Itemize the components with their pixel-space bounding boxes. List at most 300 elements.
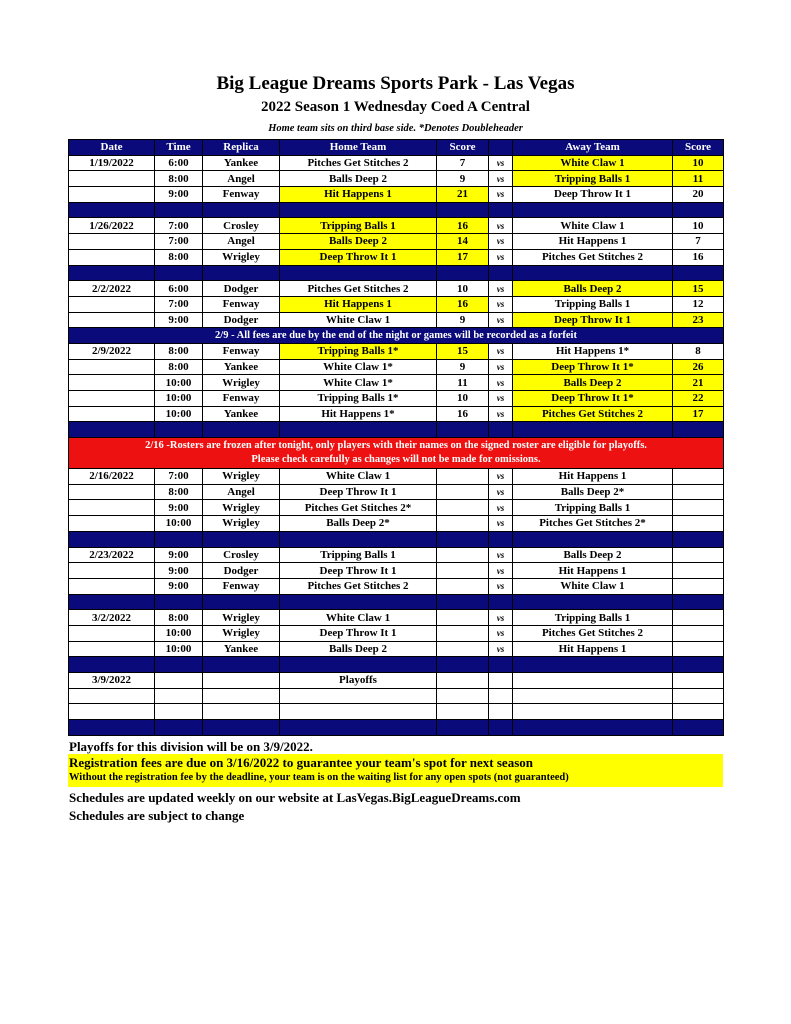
separator-cell <box>155 594 203 610</box>
separator-row <box>69 265 724 281</box>
separator-cell <box>203 422 280 438</box>
notice-text: 2/9 - All fees are due by the end of the night or games will be recorded as a forfeit <box>69 328 724 344</box>
date-cell: 1/19/2022 <box>69 155 155 171</box>
away-score-cell: 8 <box>673 343 724 359</box>
col-header-home-team: Home Team <box>280 140 437 156</box>
subject-to-change-note: Schedules are subject to change <box>69 808 245 823</box>
home-team-cell: Tripping Balls 1 <box>280 218 437 234</box>
date-cell <box>69 563 155 579</box>
vs-cell: vs <box>489 218 513 234</box>
game-row <box>69 484 724 500</box>
separator-cell <box>69 422 155 438</box>
away-team-cell <box>513 673 673 689</box>
game-row <box>69 688 724 704</box>
vs-cell: vs <box>489 375 513 391</box>
away-team-cell: Balls Deep 2 <box>513 547 673 563</box>
game-row <box>69 625 724 641</box>
field-cell: Yankee <box>203 155 280 171</box>
time-cell: 6:00 <box>155 155 203 171</box>
separator-cell <box>673 422 724 438</box>
home-team-cell: White Claw 1* <box>280 375 437 391</box>
date-cell <box>69 578 155 594</box>
home-team-cell: White Claw 1 <box>280 610 437 626</box>
away-team-cell: Hit Happens 1 <box>513 563 673 579</box>
vs-cell: vs <box>489 625 513 641</box>
game-row <box>69 469 724 485</box>
home-score-cell: 16 <box>437 406 489 422</box>
away-score-cell: 11 <box>673 171 724 187</box>
home-score-cell <box>437 704 489 720</box>
separator-cell <box>69 720 155 736</box>
vs-cell: vs <box>489 547 513 563</box>
separator-cell <box>513 202 673 218</box>
game-row <box>69 704 724 720</box>
game-row <box>69 406 724 422</box>
field-cell: Fenway <box>203 343 280 359</box>
home-team-cell <box>280 704 437 720</box>
home-score-cell: 7 <box>437 155 489 171</box>
table-header-row <box>69 140 724 156</box>
vs-cell: vs <box>489 610 513 626</box>
col-header-time: Time <box>155 140 203 156</box>
separator-row <box>69 422 724 438</box>
home-team-cell: Balls Deep 2 <box>280 641 437 657</box>
separator-cell <box>69 531 155 547</box>
vs-cell: vs <box>489 187 513 203</box>
time-cell <box>155 688 203 704</box>
away-team-cell: Pitches Get Stitches 2 <box>513 406 673 422</box>
away-score-cell <box>673 578 724 594</box>
separator-cell <box>489 265 513 281</box>
roster-alert-row <box>69 438 724 469</box>
time-cell: 7:00 <box>155 218 203 234</box>
date-cell: 2/9/2022 <box>69 343 155 359</box>
separator-cell <box>280 720 437 736</box>
home-team-cell: Balls Deep 2* <box>280 516 437 532</box>
vs-cell: vs <box>489 469 513 485</box>
date-cell <box>69 312 155 328</box>
away-score-cell: 10 <box>673 155 724 171</box>
away-score-cell <box>673 516 724 532</box>
game-row <box>69 610 724 626</box>
date-cell <box>69 406 155 422</box>
field-cell: Angel <box>203 171 280 187</box>
date-cell <box>69 500 155 516</box>
home-team-cell: White Claw 1* <box>280 359 437 375</box>
game-row <box>69 641 724 657</box>
field-cell: Yankee <box>203 406 280 422</box>
away-score-cell <box>673 547 724 563</box>
game-row <box>69 171 724 187</box>
separator-cell <box>155 657 203 673</box>
away-score-cell <box>673 641 724 657</box>
col-header-away-score: Score <box>673 140 724 156</box>
date-cell <box>69 484 155 500</box>
vs-cell: vs <box>489 359 513 375</box>
vs-cell <box>489 673 513 689</box>
time-cell: 7:00 <box>155 234 203 250</box>
time-cell: 9:00 <box>155 500 203 516</box>
vs-cell: vs <box>489 500 513 516</box>
game-row <box>69 155 724 171</box>
away-team-cell: Balls Deep 2 <box>513 375 673 391</box>
separator-cell <box>203 531 280 547</box>
game-row <box>69 578 724 594</box>
away-score-cell: 10 <box>673 218 724 234</box>
separator-row <box>69 720 724 736</box>
time-cell: 8:00 <box>155 610 203 626</box>
separator-cell <box>437 265 489 281</box>
date-cell <box>69 296 155 312</box>
date-cell: 2/2/2022 <box>69 281 155 297</box>
game-row <box>69 516 724 532</box>
time-cell: 7:00 <box>155 469 203 485</box>
separator-cell <box>489 594 513 610</box>
col-header-date: Date <box>69 140 155 156</box>
page-title: Big League Dreams Sports Park - Las Vegas <box>216 73 575 94</box>
separator-cell <box>513 720 673 736</box>
separator-cell <box>280 594 437 610</box>
separator-cell <box>203 657 280 673</box>
vs-cell: vs <box>489 343 513 359</box>
vs-cell: vs <box>489 578 513 594</box>
field-cell: Fenway <box>203 187 280 203</box>
date-cell <box>69 391 155 407</box>
separator-cell <box>69 657 155 673</box>
vs-cell: vs <box>489 516 513 532</box>
separator-row <box>69 657 724 673</box>
away-team-cell: Deep Throw It 1 <box>513 187 673 203</box>
separator-cell <box>513 265 673 281</box>
away-team-cell: Tripping Balls 1 <box>513 500 673 516</box>
separator-cell <box>69 594 155 610</box>
home-score-cell: 16 <box>437 218 489 234</box>
game-row <box>69 359 724 375</box>
vs-cell: vs <box>489 171 513 187</box>
away-score-cell <box>673 704 724 720</box>
time-cell: 10:00 <box>155 375 203 391</box>
game-row <box>69 218 724 234</box>
home-team-cell: Hit Happens 1 <box>280 296 437 312</box>
time-cell: 9:00 <box>155 547 203 563</box>
separator-cell <box>437 202 489 218</box>
time-cell: 10:00 <box>155 516 203 532</box>
home-score-cell: 16 <box>437 296 489 312</box>
game-row <box>69 187 724 203</box>
vs-cell: vs <box>489 281 513 297</box>
away-team-cell: Pitches Get Stitches 2 <box>513 625 673 641</box>
field-cell: Yankee <box>203 641 280 657</box>
home-team-cell: Deep Throw It 1 <box>280 625 437 641</box>
separator-cell <box>513 594 673 610</box>
separator-cell <box>280 265 437 281</box>
date-cell: 2/16/2022 <box>69 469 155 485</box>
field-cell: Fenway <box>203 391 280 407</box>
time-cell: 8:00 <box>155 171 203 187</box>
away-score-cell: 7 <box>673 234 724 250</box>
away-team-cell: Balls Deep 2 <box>513 281 673 297</box>
away-score-cell: 22 <box>673 391 724 407</box>
home-score-cell: 21 <box>437 187 489 203</box>
game-row <box>69 281 724 297</box>
time-cell: 8:00 <box>155 343 203 359</box>
away-team-cell: Hit Happens 1 <box>513 641 673 657</box>
separator-row <box>69 531 724 547</box>
home-team-cell: Pitches Get Stitches 2* <box>280 500 437 516</box>
away-team-cell: Tripping Balls 1 <box>513 610 673 626</box>
away-score-cell <box>673 469 724 485</box>
home-team-cell: Tripping Balls 1* <box>280 343 437 359</box>
separator-cell <box>673 202 724 218</box>
date-cell: 3/2/2022 <box>69 610 155 626</box>
separator-cell <box>489 657 513 673</box>
field-cell: Wrigley <box>203 610 280 626</box>
field-cell: Wrigley <box>203 249 280 265</box>
home-team-cell: Balls Deep 2 <box>280 234 437 250</box>
field-cell <box>203 673 280 689</box>
away-score-cell <box>673 688 724 704</box>
away-score-cell: 21 <box>673 375 724 391</box>
away-team-cell: Balls Deep 2* <box>513 484 673 500</box>
home-team-cell: White Claw 1 <box>280 469 437 485</box>
time-cell <box>155 673 203 689</box>
field-cell: Crosley <box>203 547 280 563</box>
time-cell: 10:00 <box>155 641 203 657</box>
away-team-cell: Pitches Get Stitches 2 <box>513 249 673 265</box>
separator-row <box>69 202 724 218</box>
separator-cell <box>155 720 203 736</box>
date-cell <box>69 359 155 375</box>
field-cell: Dodger <box>203 312 280 328</box>
vs-cell: vs <box>489 296 513 312</box>
home-score-cell <box>437 469 489 485</box>
away-team-cell: Deep Throw It 1 <box>513 312 673 328</box>
schedule-body <box>69 155 724 735</box>
vs-cell <box>489 688 513 704</box>
time-cell: 9:00 <box>155 578 203 594</box>
vs-cell: vs <box>489 484 513 500</box>
time-cell: 8:00 <box>155 484 203 500</box>
home-score-cell: 9 <box>437 171 489 187</box>
away-team-cell: Pitches Get Stitches 2* <box>513 516 673 532</box>
separator-cell <box>203 265 280 281</box>
separator-cell <box>155 202 203 218</box>
separator-cell <box>203 202 280 218</box>
separator-cell <box>280 657 437 673</box>
date-cell <box>69 625 155 641</box>
separator-cell <box>489 531 513 547</box>
away-score-cell: 12 <box>673 296 724 312</box>
away-score-cell <box>673 625 724 641</box>
col-header-replica: Replica <box>203 140 280 156</box>
away-score-cell: 20 <box>673 187 724 203</box>
vs-cell: vs <box>489 641 513 657</box>
away-score-cell: 17 <box>673 406 724 422</box>
away-team-cell: White Claw 1 <box>513 218 673 234</box>
time-cell: 10:00 <box>155 391 203 407</box>
separator-cell <box>155 422 203 438</box>
time-cell: 9:00 <box>155 312 203 328</box>
away-team-cell <box>513 704 673 720</box>
date-cell: 1/26/2022 <box>69 218 155 234</box>
separator-cell <box>673 265 724 281</box>
field-cell <box>203 704 280 720</box>
date-cell <box>69 234 155 250</box>
away-score-cell <box>673 484 724 500</box>
home-team-cell: White Claw 1 <box>280 312 437 328</box>
separator-cell <box>437 657 489 673</box>
website-note: Schedules are updated weekly on our website at LasVegas.BigLeagueDreams.com <box>69 790 521 805</box>
home-team-cell: Tripping Balls 1 <box>280 547 437 563</box>
separator-cell <box>280 202 437 218</box>
separator-cell <box>437 531 489 547</box>
away-score-cell: 23 <box>673 312 724 328</box>
date-cell <box>69 375 155 391</box>
away-score-cell: 26 <box>673 359 724 375</box>
separator-cell <box>437 720 489 736</box>
separator-cell <box>69 202 155 218</box>
time-cell: 10:00 <box>155 625 203 641</box>
home-score-cell: 9 <box>437 312 489 328</box>
field-cell <box>203 688 280 704</box>
game-row <box>69 249 724 265</box>
date-cell <box>69 704 155 720</box>
home-score-cell <box>437 500 489 516</box>
game-row <box>69 500 724 516</box>
away-team-cell: Tripping Balls 1 <box>513 296 673 312</box>
game-row <box>69 673 724 689</box>
vs-cell: vs <box>489 406 513 422</box>
home-team-cell: Deep Throw It 1 <box>280 249 437 265</box>
home-score-cell <box>437 563 489 579</box>
separator-cell <box>673 657 724 673</box>
page-subtitle: 2022 Season 1 Wednesday Coed A Central <box>261 99 530 115</box>
home-team-cell: Hit Happens 1* <box>280 406 437 422</box>
home-score-cell <box>437 610 489 626</box>
home-score-cell: 15 <box>437 343 489 359</box>
away-team-cell: Deep Throw It 1* <box>513 391 673 407</box>
separator-cell <box>69 265 155 281</box>
away-score-cell: 15 <box>673 281 724 297</box>
schedule-note: Home team sits on third base side. *Denotes Doubleheader <box>268 123 523 134</box>
field-cell: Angel <box>203 234 280 250</box>
away-team-cell <box>513 688 673 704</box>
time-cell: 6:00 <box>155 281 203 297</box>
home-score-cell <box>437 625 489 641</box>
date-cell: 3/9/2022 <box>69 673 155 689</box>
separator-cell <box>155 265 203 281</box>
date-cell <box>69 249 155 265</box>
separator-cell <box>513 657 673 673</box>
game-row <box>69 563 724 579</box>
vs-cell: vs <box>489 249 513 265</box>
time-cell: 8:00 <box>155 359 203 375</box>
date-cell: 2/23/2022 <box>69 547 155 563</box>
field-cell: Fenway <box>203 296 280 312</box>
field-cell: Dodger <box>203 563 280 579</box>
separator-cell <box>673 531 724 547</box>
registration-detail: Without the registration fee by the deadline, your team is on the waiting list for any open spots (not guaranteed) <box>69 772 569 783</box>
col-header-vs <box>489 140 513 156</box>
away-team-cell: Hit Happens 1 <box>513 469 673 485</box>
registration-note: Registration fees are due on 3/16/2022 to guarantee your team's spot for next season <box>69 755 533 770</box>
date-cell <box>69 516 155 532</box>
field-cell: Fenway <box>203 578 280 594</box>
vs-cell <box>489 704 513 720</box>
field-cell: Wrigley <box>203 500 280 516</box>
home-team-cell: Deep Throw It 1 <box>280 484 437 500</box>
away-team-cell: Hit Happens 1* <box>513 343 673 359</box>
away-score-cell <box>673 500 724 516</box>
home-team-cell: Pitches Get Stitches 2 <box>280 155 437 171</box>
away-score-cell <box>673 563 724 579</box>
game-row <box>69 312 724 328</box>
time-cell <box>155 704 203 720</box>
playoffs-note: Playoffs for this division will be on 3/9/2022. <box>69 739 313 754</box>
away-team-cell: White Claw 1 <box>513 578 673 594</box>
home-team-cell <box>280 688 437 704</box>
field-cell: Crosley <box>203 218 280 234</box>
schedule-table <box>68 139 724 736</box>
separator-cell <box>513 422 673 438</box>
home-score-cell <box>437 547 489 563</box>
home-team-cell: Pitches Get Stitches 2 <box>280 281 437 297</box>
home-score-cell <box>437 516 489 532</box>
game-row <box>69 296 724 312</box>
separator-cell <box>155 531 203 547</box>
separator-cell <box>437 594 489 610</box>
game-row <box>69 375 724 391</box>
home-score-cell <box>437 688 489 704</box>
date-cell <box>69 688 155 704</box>
field-cell: Dodger <box>203 281 280 297</box>
away-score-cell <box>673 673 724 689</box>
home-score-cell <box>437 484 489 500</box>
home-score-cell: 17 <box>437 249 489 265</box>
away-team-cell: Hit Happens 1 <box>513 234 673 250</box>
roster-alert-line2: Please check carefully as changes will not be made for omissions. <box>251 454 541 466</box>
time-cell: 9:00 <box>155 187 203 203</box>
separator-cell <box>203 720 280 736</box>
home-score-cell: 10 <box>437 281 489 297</box>
date-cell <box>69 187 155 203</box>
field-cell: Wrigley <box>203 375 280 391</box>
vs-cell: vs <box>489 155 513 171</box>
away-team-cell: Tripping Balls 1 <box>513 171 673 187</box>
game-row <box>69 234 724 250</box>
vs-cell: vs <box>489 312 513 328</box>
home-team-cell: Balls Deep 2 <box>280 171 437 187</box>
home-team-cell: Playoffs <box>280 673 437 689</box>
home-team-cell: Deep Throw It 1 <box>280 563 437 579</box>
away-score-cell: 16 <box>673 249 724 265</box>
separator-cell <box>280 422 437 438</box>
separator-cell <box>280 531 437 547</box>
home-score-cell: 10 <box>437 391 489 407</box>
field-cell: Wrigley <box>203 469 280 485</box>
vs-cell: vs <box>489 391 513 407</box>
time-cell: 7:00 <box>155 296 203 312</box>
vs-cell: vs <box>489 234 513 250</box>
away-score-cell <box>673 610 724 626</box>
time-cell: 10:00 <box>155 406 203 422</box>
roster-alert-line1: 2/16 -Rosters are frozen after tonight, only players with their names on the signed roster are eligible for playoffs. <box>145 440 647 452</box>
separator-cell <box>673 720 724 736</box>
game-row <box>69 343 724 359</box>
home-score-cell <box>437 673 489 689</box>
home-team-cell: Tripping Balls 1* <box>280 391 437 407</box>
away-team-cell: White Claw 1 <box>513 155 673 171</box>
